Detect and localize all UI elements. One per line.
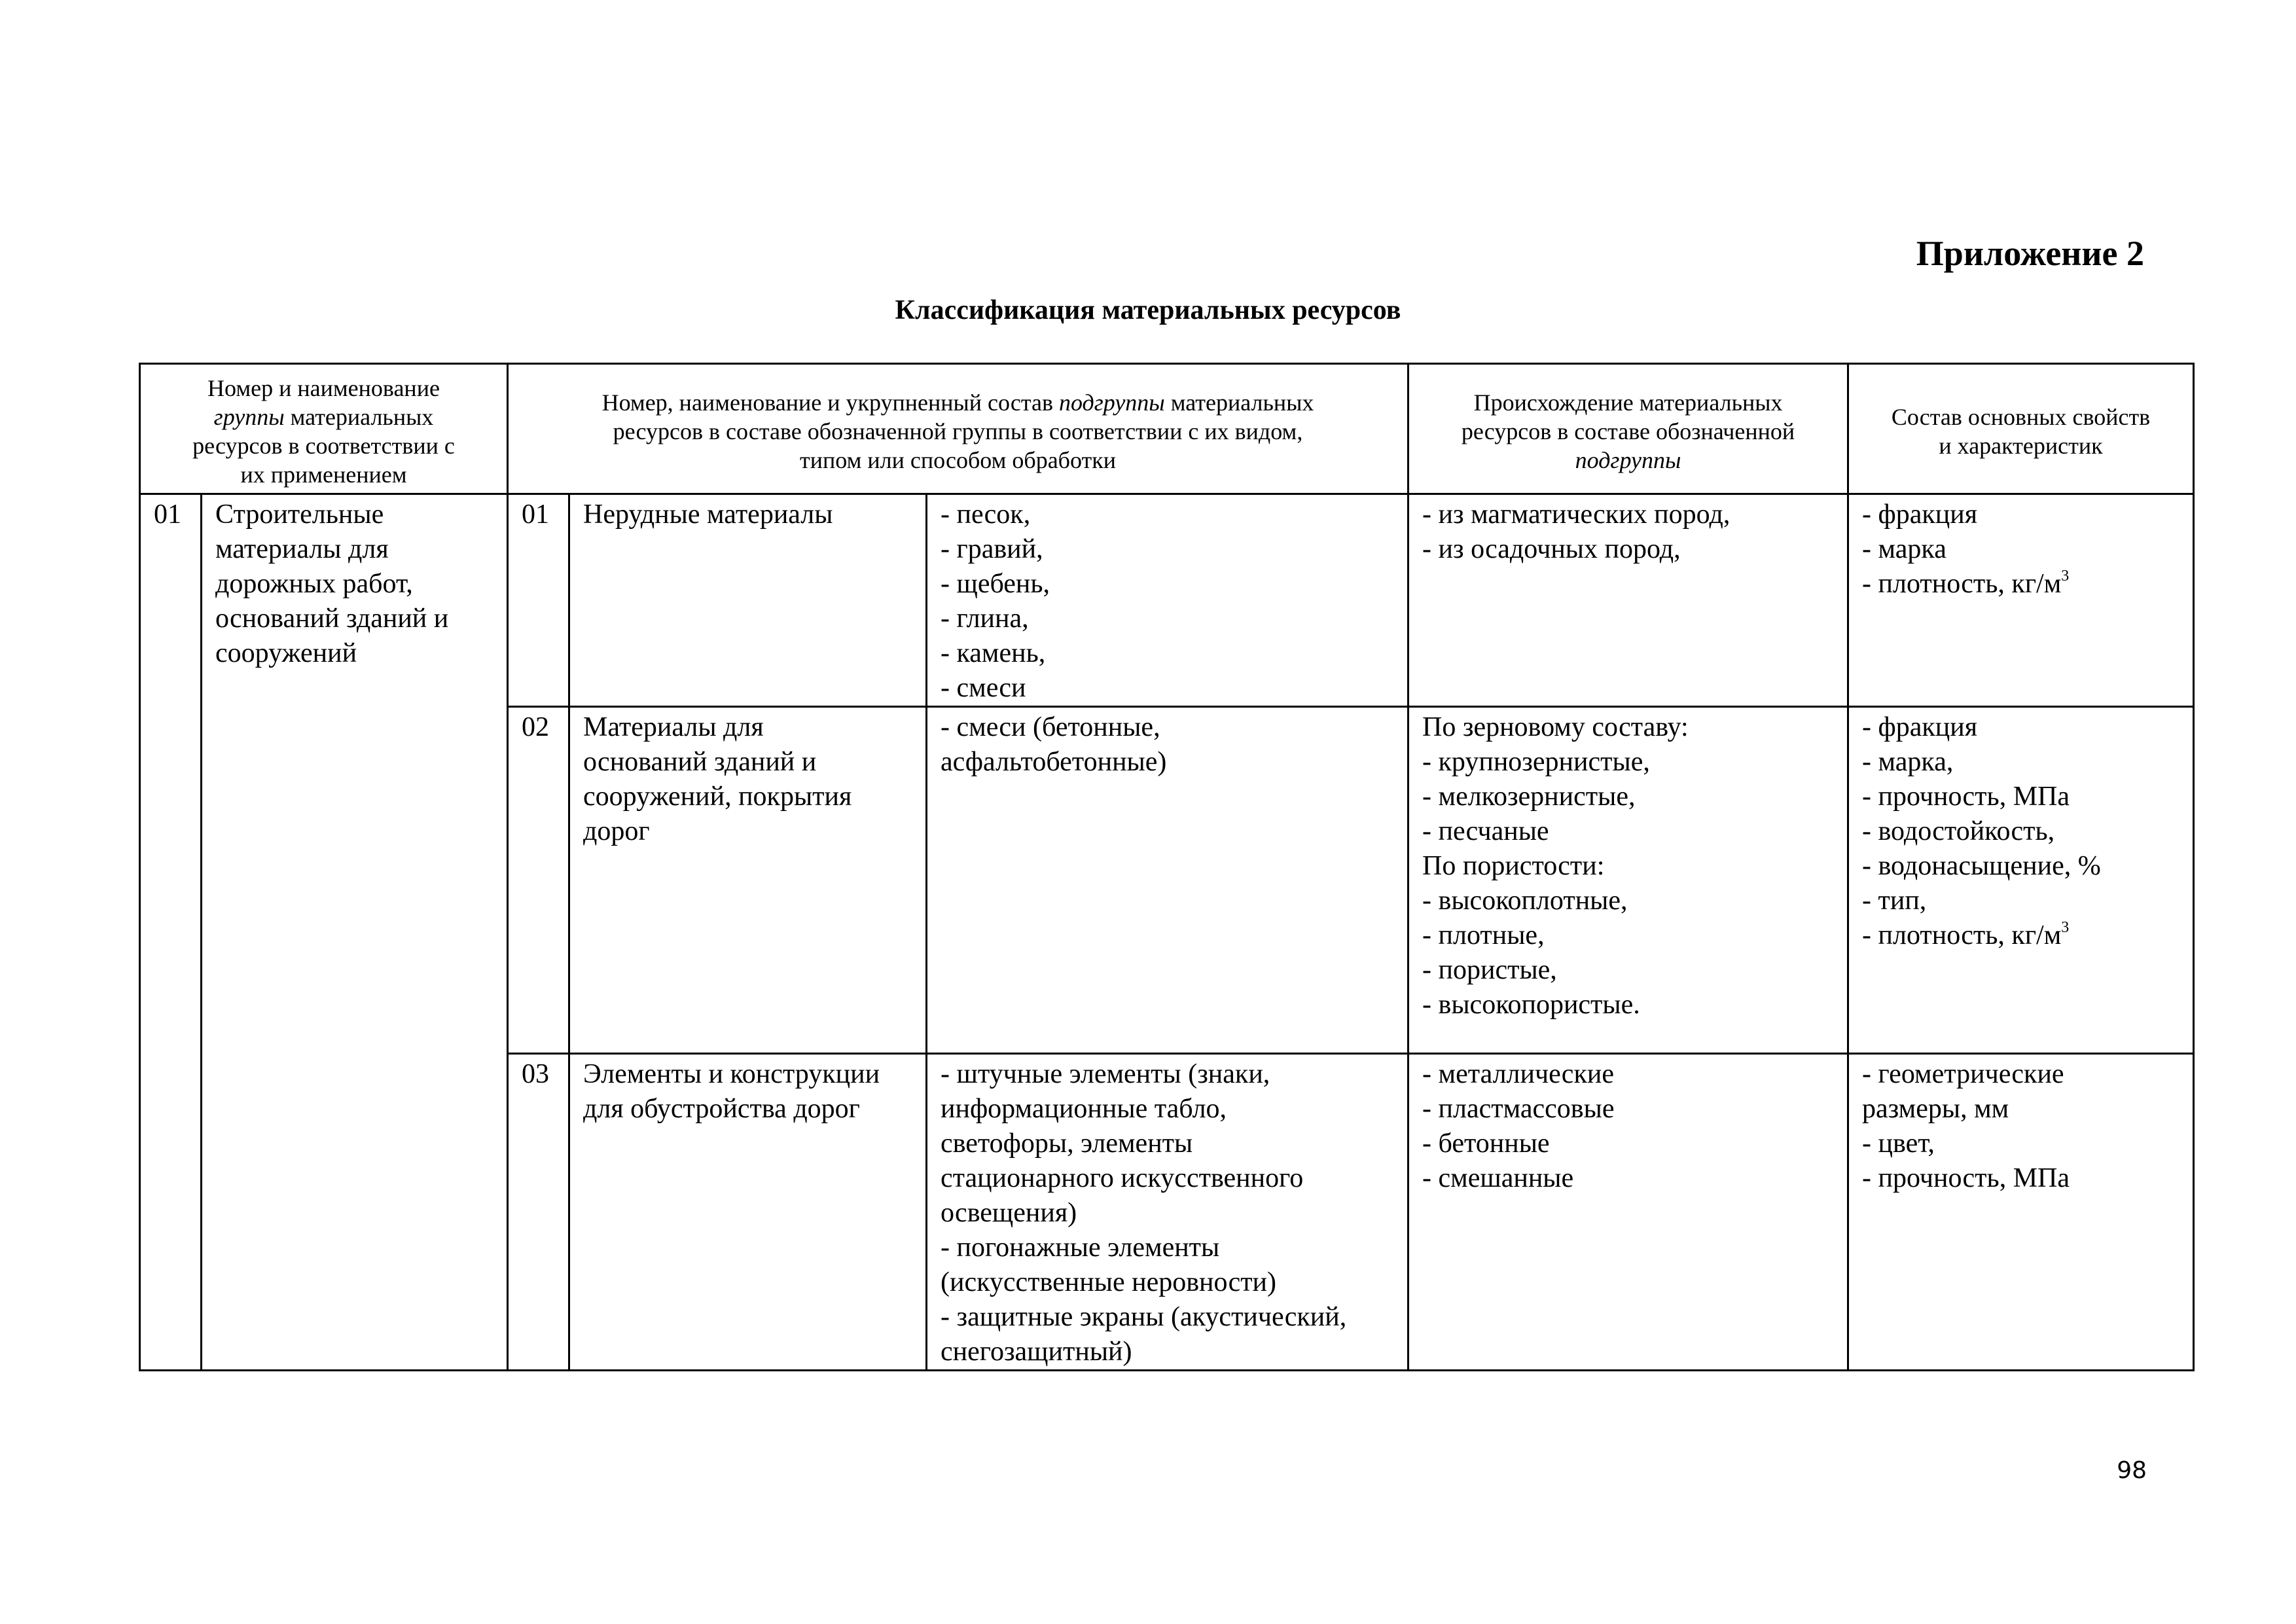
subgroup-composition: - песок, - гравий, - щебень, - глина, - камень, - смеси: [927, 494, 1408, 707]
table-header-row: [140, 364, 2194, 494]
group-code: 01: [140, 494, 202, 1371]
subgroup-origin: - металлические - пластмассовые - бетонные - смешанные: [1408, 1054, 1848, 1371]
appendix-label: Приложение 2: [1916, 234, 2144, 273]
subgroup-name: Элементы и конструкции для обустройства дорог: [569, 1054, 927, 1371]
subgroup-name: Нерудные материалы: [569, 494, 927, 707]
subgroup-properties: - геометрические размеры, мм - цвет, - прочность, МПа: [1848, 1054, 2194, 1371]
header-subgroup: Номер, наименование и укрупненный состав подгруппы материальных ресурсов в составе обозначенной группы в соответствии с их видом, типом или способом обработки: [508, 364, 1408, 494]
header-origin: Происхождение материальных ресурсов в составе обозначенной подгруппы: [1408, 364, 1848, 494]
subgroup-composition: - смеси (бетонные, асфальтобетонные): [927, 707, 1408, 1054]
subgroup-origin: По зерновому составу: - крупнозернистые, - мелкозернистые, - песчаные По пористости: - высокоплотные, - плотные, - пористые, - высокопористые.: [1408, 707, 1848, 1054]
header-group: Номер и наименование группы материальных ресурсов в соответствии с их применением: [140, 364, 508, 494]
classification-table: [139, 363, 2195, 1371]
group-name: Строительные материалы для дорожных работ, оснований зданий и сооружений: [202, 494, 508, 1371]
page-title: Классификация материальных ресурсов: [895, 295, 1401, 325]
subgroup-composition: - штучные элементы (знаки, информационные табло, светофоры, элементы стационарного искусственного освещения) - погонажные элементы (искусственные неровности) - защитные экраны (акустический, снегозащитный): [927, 1054, 1408, 1371]
page-number: 98: [2117, 1457, 2147, 1484]
table-row: [140, 494, 2194, 707]
header-properties: Состав основных свойств и характеристик: [1848, 364, 2194, 494]
subgroup-properties: - фракция - марка, - прочность, МПа - водостойкость, - водонасыщение, % - тип, - плотность, $кг/м^3$: [1848, 707, 2194, 1054]
subgroup-origin: - из магматических пород, - из осадочных пород,: [1408, 494, 1848, 707]
subgroup-name: Материалы для оснований зданий и сооружений, покрытия дорог: [569, 707, 927, 1054]
subgroup-code: 03: [508, 1054, 569, 1371]
subgroup-code: 01: [508, 494, 569, 707]
subgroup-properties: - фракция - марка - плотность, $кг/м^3$: [1848, 494, 2194, 707]
subgroup-code: 02: [508, 707, 569, 1054]
